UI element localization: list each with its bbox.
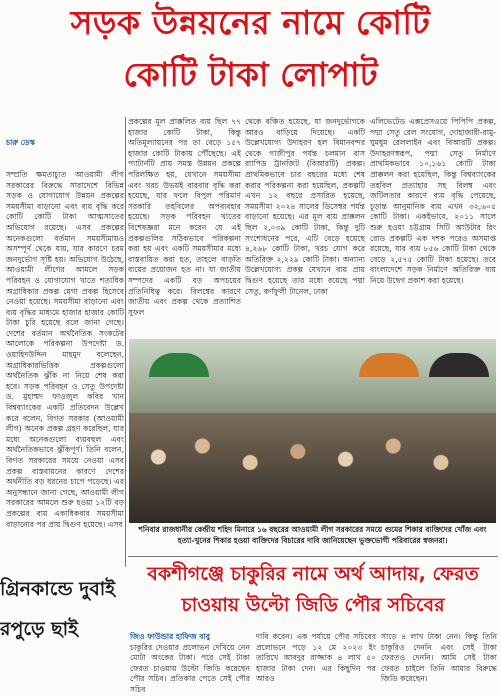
second-story-column-2: দাবি করেন। এক পর্যায়ে পৌর সচিবের প্রলোভনে পড়ে ১২ মে ২০২৩ ইং তারিখে আবদুর রাজ্জাক ৪ লাখ ৫০ হাজার টাকা দেন। এর কিছুদিন পর আরও — [256, 632, 376, 684]
umbrella-shape — [359, 353, 419, 377]
main-headline-line1: সড়ক উন্নয়নের নামে কোটি — [70, 3, 431, 42]
article-column-4: এলিভেটেড এক্সপ্রেসওয়ে পিপিপি প্রকল্প, পদ্মা সেতু রেল সংযোগ, দোহাজারী-রামু-ঘুমধুম রেললাইন এবং বিআরটি প্রকল্প। উদাহরণস্বরূপ, পদ্মা সেতু নির্মাণে প্রাথমিকভাবে ১০,১৬১ কোটি টাকা প্রাক্কলন করা হয়েছিল, কিন্তু বিশ্বব্যাংকের তহবিল প্রত্যাহার সহ বিলম্ব এবং জটিলতার কারণে ব্যয় বৃদ্ধি পেয়েছে, চূড়ান্ত আনুমানিক ব্যয় এখন ৩২,৬০৫ কোটি টাকা। একইভাবে, ২০১১ সালে শুরু হওয়া চট্টগ্রাম সিটি আউটার রিং রোড প্রকল্পটি এক দশক পরেও অসমাপ্ত রয়েছে, যার ব্যয় ৮৫৬ কোটি টাকা থেকে বেড়ে ২,৫৭৫ কোটি টাকা হয়েছে। তবে বাংলাদেশে সড়ক নির্মাণে অতিরিক্ত ব্যয় নিয়ে উদ্বেগ প্রকাশ করা হয়েছে। — [370, 117, 499, 285]
side-headline-line1: গ্রিনকান্ডে দুবাই — [0, 578, 116, 600]
second-story-column-1 — [130, 632, 250, 694]
article-column-2: প্রকল্পের মূল প্রাক্কলিত ব্যয় ছিল ৭৭ হাজার কোটি টাকা, কিন্তু অতিমূল্যায়নের পর তা বেড়ে ১৫৭ হাজার কোটি টাকায় পৌঁছেছে। এই প্যাটার্নটি প্রায় সমস্ত উন্নয়ন প্রকল্পে পরিলক্ষিত হয়, যেখানে সময়সীমা এবং খরচ উভয়ই বারবার বৃদ্ধি করা হয়েছে, যার ফলে বিপুল পরিমাণ সরকারি তহবিলের অপব্যবহার হয়েছে। সড়ক পরিবহন খাতের বিশেষজ্ঞরা মনে করেন যে এই প্রকল্পগুলির সঠিকভাবে পরিকল্পনা করা হয় এবং একটি সময়সীমার মধ্যে বাস্তবায়িত করা হত, তাহলে বাড়তি ব্যয়ের প্রয়োজন হত না। যা জাতীয় সম্পদের একটি বড় অপচয়ের প্রতিনিধিত্ব করে। বিলম্বের কারণে জাতীয় এবং প্রকল্প থেকে প্রত্যাশিত সুফল — [128, 117, 244, 317]
protest-photo — [129, 339, 496, 523]
section-divider — [128, 556, 498, 557]
second-headline-line2: চাওয়ায় উল্টো জিডি পৌর সচিবের — [181, 594, 445, 616]
article-text: সম্প্রতি ক্ষমতাচ্যুত আওয়ামী লীগ সরকারের বিরুদ্ধে সারাদেশে বিভিন্ন সড়ক ও যোগাযোগ উন্নয়ন প্রকল্পের সময়সীমা বাড়ানো এবং ব্যয় বৃদ্ধি করে কোটি কোটি টাকা আত্মসাতের অভিযোগ রয়েছে। এসব প্রকল্পের অনেকগুলো বর্তমান সময়সীমায়ও অসম্পূর্ণ থেকে যায়, যার কারণে চরম জনদুর্ভোগ সৃষ্টি হয়। অভিযোগ উঠেছে, আওয়ামী লীগের আমলে সড়ক পরিবহন ও যোগাযোগ খাতে শতাধিক অগ্রাধিকার প্রকল্প মেগা প্রকল্প হিসেবে নেওয়া হয়েছে। সময়সীমা বাড়ানো এবং ব্যয় বৃদ্ধির মাধ্যমে হাজার হাজার কোটি টাকা চুরি হয়েছে বলে জানা গেছে। দেশের বর্তমান অর্থনৈতিক সংকটের আলোকে পরিকল্পনা উপদেষ্টা ড. ওয়াহিদউদ্দিন মাহমুদ বলেছেন, অগ্রাধিকারভিত্তিক প্রকল্পগুলো অর্থনৈতিক ঝুঁকি না নিয়ে শেষ করা হবে। সড়ক পরিবহন ও সেতু উপদেষ্টা ড. মুহাম্মদ ফাওজুল কবির খান বিশ্বব্যাংকের একটি প্রতিবেদন উল্লেখ করে বলেন, বিগত সরকার (আওয়ামী লীগ) অনেক প্রকল্প গ্রহণ করেছিল, যার মধ্যে অনেকগুলো ব্যয়বহুল এবং অর্থনৈতিকভাবে ঝুঁকিপূর্ণ। তিনি বলেন, বিগত সরকারের সময়ে নেওয়া এসব প্রকল্প বাস্তবায়নের কারণে দেশের অর্থনীতি বড় ধরনের চাপে পড়েছে। এর অনুসন্ধানে জানা গেছে, আওয়ামী লীগ সরকারের আমলে শুরু হওয়া ১২টি বড় প্রকল্পের ব্যয় একাধিকবার সময়সীমা বাড়ানোর পর প্রায় দ্বিগুণ হয়েছে। এসব — [6, 169, 124, 529]
side-headline-line2: রপুড়ে ছাই — [0, 618, 79, 640]
second-story-byline: জিও ফাউন্ডার হাফিজ বাবু — [130, 632, 210, 641]
main-headline-line2: কোটি টাকা লোপাট — [123, 55, 378, 94]
umbrella-shape — [429, 353, 489, 377]
umbrella-shape — [149, 353, 209, 377]
article-byline: চারু ডেস্ক — [6, 138, 35, 148]
article-column-1 — [6, 117, 124, 574]
crowd-shape — [129, 413, 496, 523]
second-headline-line1: বকশীগঞ্জে চাকুরির নামে অর্থ আদায়, ফেরত — [147, 563, 479, 585]
second-story-column-3: সাড়ে ৪ লাখ টাকা নেন। কিন্তু তিনি চাকুরিও দেননি এবং সেই টাকা ফেরতও দেননি। আমি সেই টাকা ফেরত চাইলে তিনি আমার বিরুদ্ধে জিডি করেছেন। — [381, 632, 497, 684]
article-column-3: থেকে বঞ্চিত হয়েছে, যা জনদুর্ভোগকে আরও বাড়িয়ে দিয়েছে। একটি উল্লেখযোগ্য উদাহরণ হল বিমানবন্দর থেকে গাজীপুর পর্যন্ত চলমান বাস র‍্যাপিড ট্রানজিট (বিআরটি) প্রকল্প। প্রাথমিকভাবে চার বছরের মধ্যে শেষ করার পরিকল্পনা করা হয়েছিল, প্রকল্পটি এখন ১২ বছরে প্রসারিত হয়েছে, সময়সীমা ২০২৪ সালের ডিসেম্বর পর্যন্ত বাড়ানো হয়েছে। এর মূল ব্যয় প্রাক্কলন ছিল ২,০৩৯ কোটি টাকা, কিন্তু দুটি সংশোধনের পরে, এটি বেড়ে হয়েছে ৪,২৬৮ কোটি টাকা, খরচ যোগ করে অতিরিক্ত ২,২২৯ কোটি টাকা। অন্যান্য উল্লেখযোগ্য প্রকল্প যেখানে ব্যয় প্রায় দ্বিগুণ হয়েছে তার মধ্যে রয়েছে পদ্মা সেতু, কর্ণফুলী টানেল, ঢাকা — [245, 117, 368, 296]
second-story-text: চাকুরির দেওয়ার প্রলোভন দেখিয়ে নেন মোটা অংকের টাকা। পরে সেই টাকা ফেরত চাওয়ায় উল্টো জিডি করেছেন পৌর সচিব। প্রতিকার পেতে সেই পৌর সচিব — [130, 642, 250, 694]
column-divider — [125, 117, 126, 567]
photo-caption: শনিবার রাজধানীর কেন্দ্রীয় শহিদ মিনারে ১৬ বছরের আওয়ামী লীগ সরকারের সময়ে গুমের শিকার ব্যক্তিদের খোঁজ এবং হত্যা-খুনের শিকার হওয়া ব্যক্তিদের বিচারের দাবি জানিয়েছেন ভুক্তভোগী পরিবারের স্বজনরা। — [138, 525, 487, 545]
